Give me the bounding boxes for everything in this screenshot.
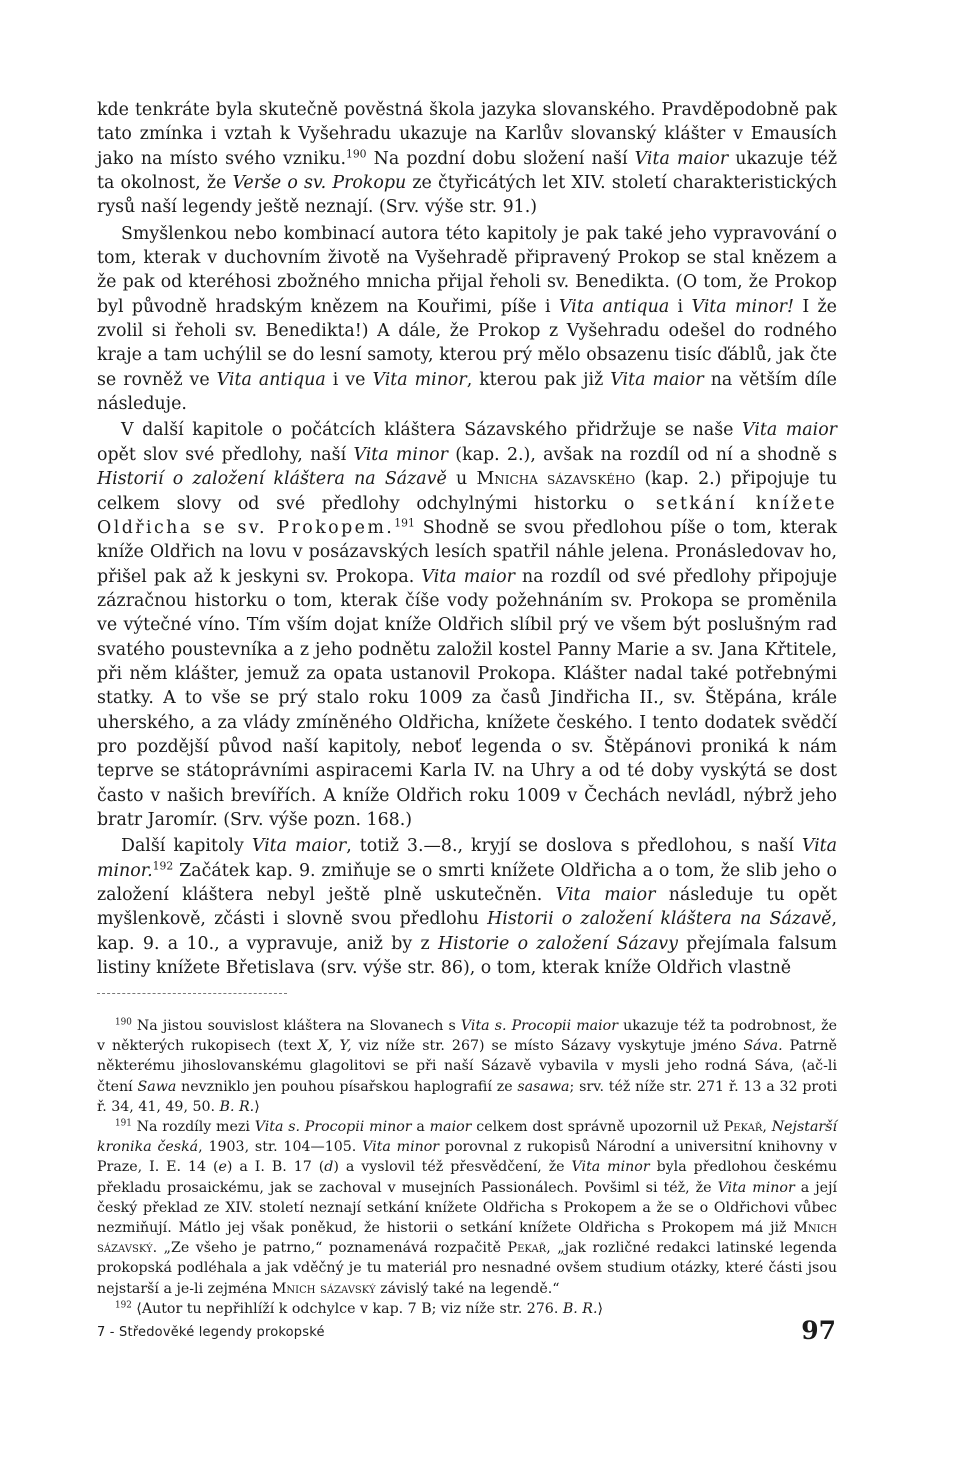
p2-text-6: na větším díle následuje.	[97, 369, 837, 415]
p2-text-1: Smyšlenkou nebo kombinací autora této kapitoly je pak také jeho vypravování o tom, kterak v duchovním životě na Vyšehradě připravený Prokop se stal knězem a že pak od kteréhosi zbožného mnicha přijal řeholi sv. Benedikta. (O tom, že Prokop byl původně hradským knězem na Kouřimi, píše i	[97, 223, 837, 317]
p1-italic-2: Verše o sv. Prokopu	[232, 173, 407, 194]
p3-text-7: na rozdíl od své předlohy připojuje zázračnou historku o tom, kterak číše vody požehnáním sv. Prokopa se proměnila ve výtečné víno. Tím vším dojat kníže Oldřich slíbil prý ve všem být poslušným rad svatého poustevníka a z jeho podnětu založil kostel Panny Marie a sv. Jana Křtitele, při něm klášter, jemuž za opata ustanovil Prokopa. Klášter nadal také potřebnými statky. A to vše se prý stalo roku 1009 za časů Jindřicha II., sv. Štěpána, krále uherského, a za vlády zmíněného Oldřicha, knížete českého. I tento dodatek svědčí pro pozdější původ naší kapitoly, neboť legenda o sv. Štěpánovi proniká k nám teprve se státoprávními aspiracemi Karla IV. na Uhry a od té doby vyskýtá se dost často v našich brevířích. A kníže Oldřich roku 1009 v Čechách nevládl, nýbrž jeho bratr Jaromír. (Srv. výše pozn. 168.)	[97, 566, 837, 830]
footnote-number: 191	[115, 1118, 132, 1129]
footnote-ref-191: 191	[394, 516, 415, 530]
p1-text-2: Na pozdní dobu složení naší	[366, 148, 635, 169]
fn191-text-6: porovnal z rukopisů Národní a universitní knihovny v Praze, I. E. 14 (	[97, 1139, 837, 1176]
p4-italic-5: Historie o založení Sázavy	[437, 933, 678, 954]
fn190-text-3: viz níže str. 267) se místo Sázavy vyskytuje jméno	[351, 1038, 744, 1055]
p4-text-6: přejímala falsum listiny knížete Břetislava (srv. výše str. 86), o tom, kterak kníže Oldřich vlastně	[97, 933, 837, 979]
p4-text-3: Začátek kap. 9. zmiňuje se o smrti knížete Oldřicha a o tom, že slib jeho o založení kláštera nebyl ještě plně uskutečněn.	[97, 860, 837, 905]
fn191-text-9: byla předlohou českému překladu prosaickému, jak se zachoval v musejních Passionálech. Povšiml si též, že	[97, 1159, 837, 1196]
p4-italic-2: Vita minor.	[97, 836, 837, 881]
footnote-ref-192: 192	[152, 859, 174, 873]
footnote-ref-190: 190	[345, 147, 367, 161]
p2-italic-3: Vita antiqua	[216, 369, 326, 390]
fn191-text-5: , 1903, str. 104—105.	[198, 1139, 363, 1156]
fn191-italic-6: d	[324, 1159, 334, 1176]
fn191-text-3: celkem dost správně upozornil už	[471, 1119, 724, 1136]
fn191-italic-8: Vita minor	[717, 1179, 795, 1196]
p3-italic-1: Vita maior	[742, 420, 837, 441]
p4-italic-1: Vita maior	[251, 836, 347, 857]
fn190-text-2: ukazuje též ta podrobnost, že v některých rukopisech (text	[97, 1018, 837, 1055]
main-text	[97, 98, 837, 980]
fn191-smallcaps-1: Pekař	[723, 1119, 763, 1136]
signature-mark: 7 - Středověké legendy prokopské	[97, 1325, 325, 1340]
fn190-text-6: ; srv. též níže str. 271 ř. 13 a 32 proti ř. 34, 41, 49, 50.	[97, 1078, 837, 1115]
fn191-text-11: . „Ze všeho je patrno,“ poznamenává rozpačitě	[152, 1240, 508, 1257]
p4-text-2: , totiž 3.—8., kryjí se doslova s předlohou, s naší	[346, 836, 802, 857]
fn191-italic-5: e	[218, 1159, 227, 1176]
fn191-smallcaps-2: Mnich sázavský	[97, 1220, 837, 1257]
fn191-text-1: Na rozdíly mezi	[131, 1119, 255, 1136]
p3-smallcaps-1: Mnicha sázavského	[476, 469, 636, 490]
p2-italic-5: Vita maior	[610, 369, 704, 390]
fn190-text-7: ⟩	[254, 1098, 260, 1115]
p3-italic-2: Vita minor	[353, 444, 448, 465]
footnote-192	[97, 1299, 837, 1319]
fn190-text-5: nevzniklo jen pouhou písařskou haplografií ze	[176, 1078, 518, 1095]
fn192-text-2: ⟩	[597, 1300, 604, 1317]
fn191-text-10: a její český překlad ze XIV. století neznají setkání knížete Oldřicha s Prokopem a že se o Oldřichovi vůbec nezmiňují. Mátlo jej však poněkud, že historii o setkání knížete Oldřicha s Prokopem má již	[97, 1179, 838, 1237]
footnote-divider	[97, 993, 287, 994]
footnote-191	[97, 1117, 837, 1299]
fn190-italic-2: X, Y,	[317, 1038, 352, 1055]
p3-text-4: u	[446, 469, 477, 490]
fn192-italic-1: B. R.	[562, 1300, 598, 1317]
p1-italic-1: Vita maior	[634, 148, 729, 169]
p4-italic-4: Historii o založení kláštera na Sázavě	[487, 909, 832, 930]
fn191-italic-3: Nejstarší kronika česká	[97, 1119, 838, 1156]
p3-spaced-1: o setkání knížete Oldřicha se sv. Prokopem.	[97, 493, 837, 538]
fn191-text-4: ,	[762, 1119, 772, 1136]
fn191-smallcaps-4: Mnich sázavský	[271, 1280, 376, 1297]
p4-text-5: , kap. 9. a 10., a vypravuje, aniž by z	[97, 909, 837, 954]
p1-text-4: ze čtyřicátých let XIV. století charakteristických rysů naší legendy ještě neznají. (Srv. výše str. 91.)	[97, 173, 838, 218]
fn191-text-2: a	[411, 1119, 430, 1136]
fn190-italic-5: sasawa	[517, 1078, 570, 1095]
fn191-smallcaps-3: Pekař	[507, 1240, 547, 1257]
p2-text-2: i	[669, 296, 692, 317]
fn191-italic-2: maior	[429, 1119, 472, 1136]
paragraph-2	[97, 222, 837, 417]
p3-text-3: (kap. 2.), avšak na rozdíl od ní a shodně s	[447, 444, 837, 465]
p3-text-5: (kap. 2.) připojuje tu celkem slovy od své předlohy odchylnými historku	[97, 469, 837, 514]
footnote-number: 190	[115, 1017, 132, 1028]
p2-italic-1: Vita antiqua	[558, 296, 670, 317]
p1-text-1: kde tenkráte byla skutečně pověstná škola jazyka slovanského. Pravděpodobně pak tato zmínka i vztah k Vyšehradu ukazuje na Karlův slovanský klášter v Emausích jako na místo svého vzniku.	[97, 100, 837, 169]
fn191-text-12: , „jak rozličné redakci latinské legenda prokopská podléhala a jak vděčný je tu materiál pro nesnadné ovšem studium otázky, které části jsou nejstarší a je-li zejména	[97, 1240, 837, 1297]
p2-text-5: , kterou pak již	[466, 369, 611, 390]
fn190-italic-3: Sáva.	[743, 1038, 783, 1055]
fn190-text-4: Patrně některému jihoslovanskému glagolitovi se při naší Sázavě vybavila v mysli jeho rodná Sáva, ⟨ač-li čtení	[97, 1038, 837, 1095]
p3-text-1: V další kapitole o počátcích kláštera Sázavského přidržuje se naše	[121, 420, 743, 441]
p2-text-3: I že zvolil si řeholi sv. Benedikta!) A dále, že Prokop z Vyšehradu odešel do rodného kraje a tam uchýlil se do lesní samoty, kterou prý mělo obsazenu tisíc ďáblů, jak čte se rovněž ve	[97, 296, 837, 390]
p3-italic-3: Historií o založení kláštera na Sázavě	[97, 469, 447, 490]
p4-italic-3: Vita maior	[555, 885, 656, 905]
fn192-text-1: ⟨Autor tu nepřihlíží k odchylce v kap. 7 B; viz níže str. 276.	[131, 1300, 563, 1317]
fn191-text-13: závislý také na legendě.“	[375, 1280, 560, 1297]
p4-text-1: Další kapitoly	[121, 836, 252, 857]
fn191-text-7: ) a I. B. 17 (	[226, 1159, 325, 1176]
footnote-190	[97, 1016, 837, 1117]
fn191-italic-7: Vita minor	[571, 1159, 650, 1176]
paragraph-4	[97, 834, 837, 980]
p3-italic-4: Vita maior	[421, 566, 515, 587]
fn191-italic-4: Vita minor	[362, 1139, 440, 1156]
paragraph-3	[97, 418, 837, 832]
fn190-italic-4: Sawa	[137, 1078, 177, 1095]
p1-text-3: ukazuje též ta okolnost, že	[97, 148, 838, 194]
footnotes	[97, 1016, 837, 1319]
p4-text-4: následuje tu opět myšlenkově, zčásti i slovně svou předlohu	[97, 885, 837, 930]
p3-text-2: opět slov své předlohy, naší	[97, 444, 354, 465]
fn191-text-8: ) a vyslovil též přesvědčení, že	[333, 1159, 572, 1176]
p2-italic-2: Vita minor!	[691, 296, 794, 317]
fn190-italic-1: Vita s. Procopii maior	[460, 1018, 618, 1034]
p2-italic-4: Vita minor	[372, 369, 467, 390]
fn191-italic-1: Vita s. Procopii minor	[254, 1119, 412, 1136]
p3-text-6: Shodně se svou předlohou píše o tom, kterak kníže Oldřich na lovu v posázavských lesích spatřil náhle jelena. Pronásledovav ho, přišel pak až k jeskyni sv. Prokopa.	[97, 517, 837, 587]
p2-text-4: i ve	[325, 369, 373, 390]
fn190-italic-6: B. R.	[219, 1098, 255, 1115]
paragraph-1	[97, 98, 837, 220]
footnote-number: 192	[115, 1300, 132, 1311]
fn190-text-1: Na jistou souvislost kláštera na Slovanech s	[131, 1018, 461, 1034]
page-number: 97	[801, 1316, 836, 1345]
